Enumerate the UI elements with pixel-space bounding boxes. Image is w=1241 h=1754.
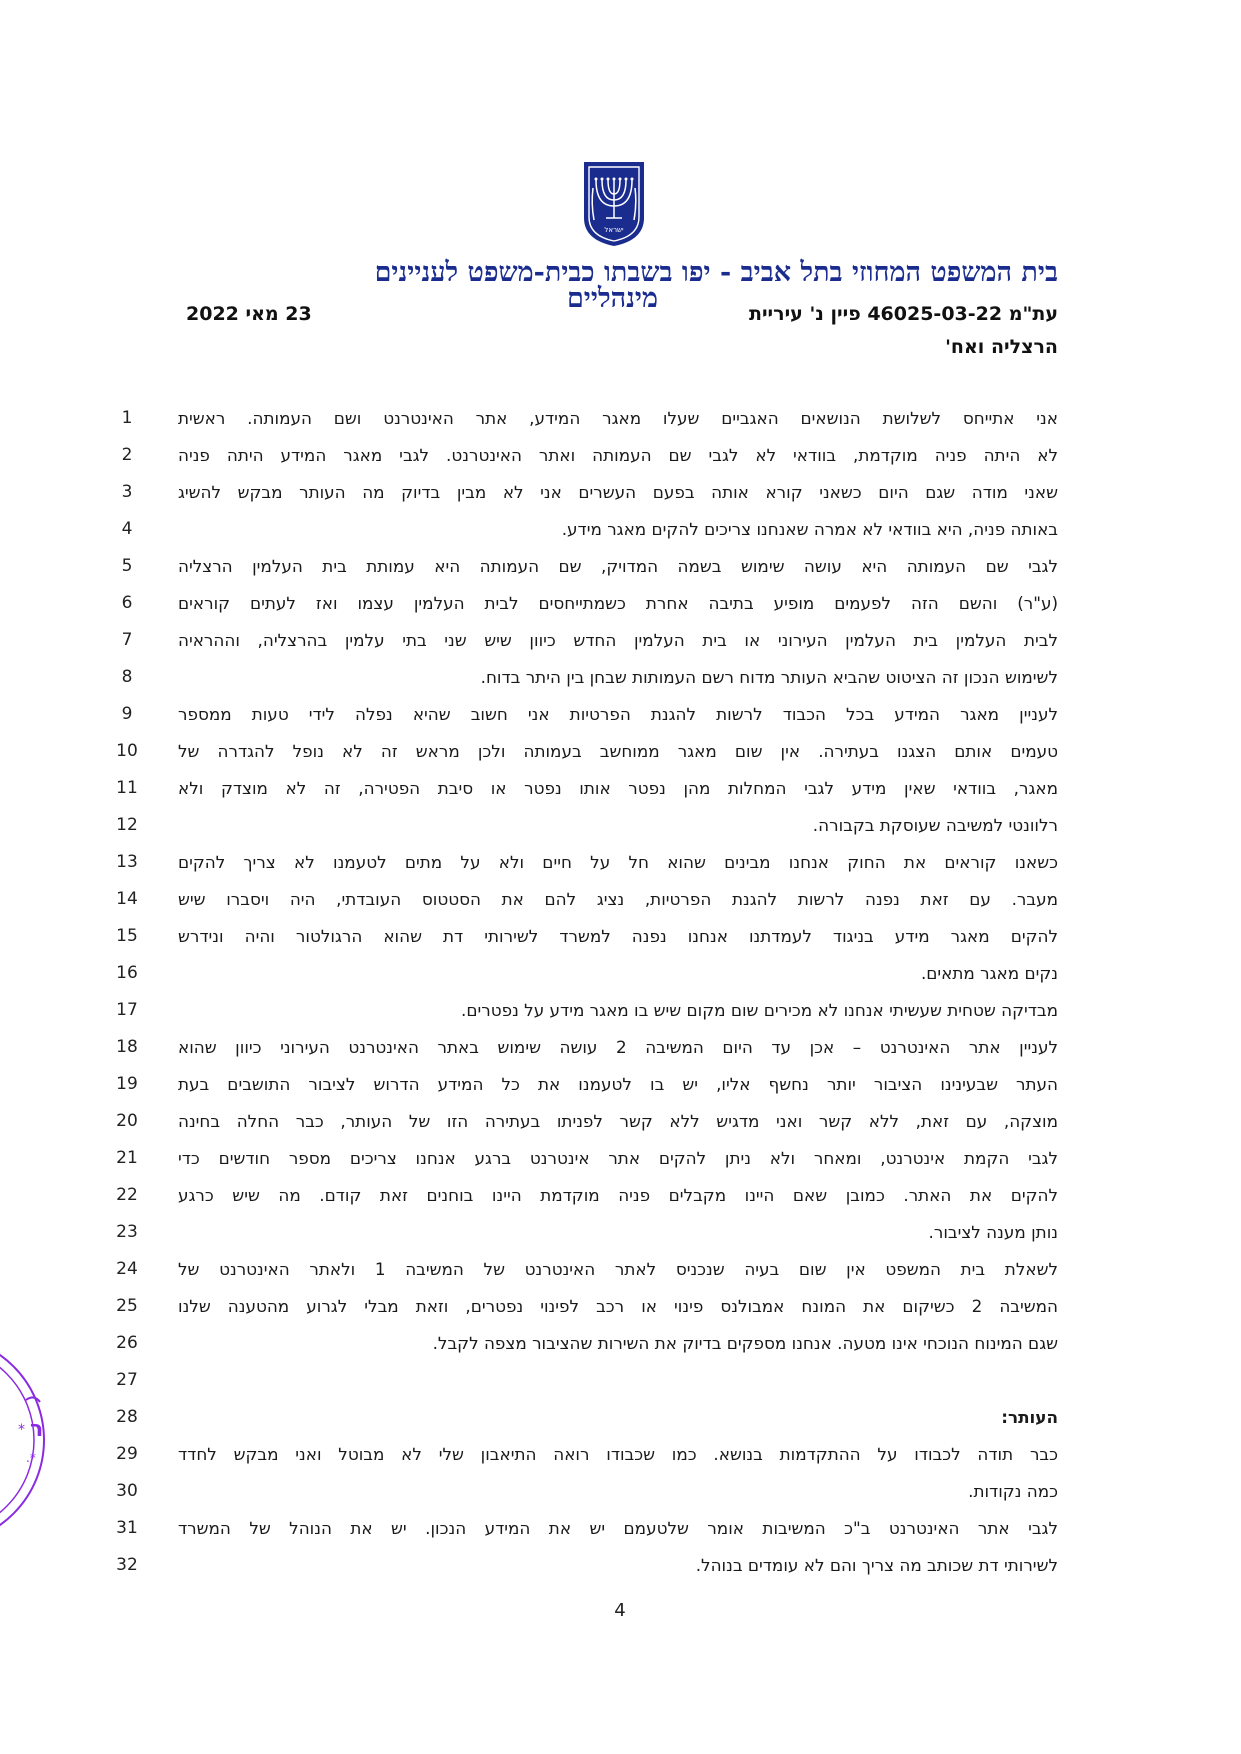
transcript-line: להקים מאגר מידע בניגוד לעמדתנו אנחנו נפנה למשרד לשירותי דת שהוא הרגולטור והיה ונידרש bbox=[178, 926, 1058, 946]
line-number: 31 bbox=[116, 1518, 138, 1538]
line-number: 23 bbox=[116, 1222, 138, 1242]
transcript-line bbox=[178, 1362, 1058, 1399]
court-stamp bbox=[0, 1330, 50, 1550]
transcript-line: באותה פניה, היא בוודאי לא אמרה שאנחנו צריכים להקים מאגר מידע. bbox=[561, 519, 1058, 539]
line-number: 9 bbox=[121, 704, 133, 724]
transcript-line: לגבי אתר האינטרנט ב"כ המשיבות אומר שלטעמם יש את המידע הנכון. יש את הנוהל של המשרד bbox=[178, 1518, 1058, 1538]
transcript-line: נותן מענה לציבור. bbox=[928, 1222, 1058, 1242]
transcript-line: כמה נקודות. bbox=[968, 1481, 1058, 1501]
transcript-line: לעניין מאגר המידע בכל הכבוד לרשות להגנת הפרטיות אני חשוב שהיא נפלה לידי טעות ממספר bbox=[178, 704, 1058, 724]
transcript-line: שאני מודה שגם היום כשאני קורא אותה בפעם העשרים אני לא מבין בדיוק מה העותר מבקש להשיג bbox=[178, 482, 1058, 502]
transcript-line: נקים מאגר מתאים. bbox=[920, 963, 1058, 983]
transcript-line: לגבי שם העמותה היא עושה שימוש בשמה המדויק, שם העמותה היא עמותת בית העלמין הרצליה bbox=[178, 556, 1058, 576]
transcript-line: המשיבה 2 כשיקום את המונח אמבולנס פינוי או רכב לפינוי נפטרים, וזאת מבלי לגרוע מהטענה שלנו bbox=[178, 1296, 1058, 1316]
line-number: 10 bbox=[116, 741, 138, 761]
transcript-line: העתר שבעינינו הציבור יותר נחשף אליו, יש בו לטעמנו את כל המידע הדרוש לציבור התושבים בעת bbox=[178, 1074, 1058, 1094]
line-number: 1 bbox=[121, 408, 133, 428]
line-number: 13 bbox=[116, 852, 138, 872]
speaker-label: העותר: bbox=[1001, 1407, 1058, 1427]
stamp-glyph: ר bbox=[30, 1417, 44, 1442]
transcript-line: רלוונטי למשיבה שעוסקת בקבורה. bbox=[812, 815, 1058, 835]
line-number: 5 bbox=[121, 556, 133, 576]
line-number: 29 bbox=[116, 1444, 138, 1464]
transcript-line: לעניין אתר האינטרנט – אכן עד היום המשיבה 2 עושה שימוש באתר האינטרנט העירוני כיוון שהוא bbox=[178, 1037, 1058, 1057]
hearing-date: 23 מאי 2022 bbox=[186, 303, 312, 325]
case-line-2: הרצליה ואח' bbox=[945, 336, 1058, 358]
line-number: 26 bbox=[116, 1333, 138, 1353]
transcript-line: שגם המינוח הנוכחי אינו מטעה. אנחנו מספקים בדיוק את השירות שהציבור מצפה לקבל. bbox=[432, 1333, 1058, 1353]
line-number: 25 bbox=[116, 1296, 138, 1316]
line-number: 8 bbox=[121, 667, 133, 687]
line-number: 17 bbox=[116, 1000, 138, 1020]
case-number bbox=[698, 298, 1058, 364]
line-number: 27 bbox=[116, 1370, 138, 1390]
court-name-continuation-text: מינהליים bbox=[566, 283, 658, 314]
line-number: 12 bbox=[116, 815, 138, 835]
line-number: 14 bbox=[116, 889, 138, 909]
transcript-line: מוצקה, עם זאת, ללא קשר ואני מדגיש ללא קשר לפניתו בעתירה הזו של העותר, כבר החלה בחינה bbox=[178, 1111, 1058, 1131]
transcript-line: כשאנו קוראים את החוק אנחנו מבינים שהוא חל על חיים ולא על מתים לטעמנו לא צריך להקים bbox=[178, 852, 1058, 872]
transcript-line: (ע"ר) והשם הזה לפעמים מופיע בתיבה אחרת כשמתייחסים לבית העלמין עצמו ואז לעתים קוראים bbox=[178, 593, 1058, 613]
court-name: בית המשפט המחוזי בתל אביב - יפו בשבתו כבית-משפט לעניינים bbox=[374, 257, 1058, 288]
line-number: 3 bbox=[121, 482, 133, 502]
transcript-body bbox=[178, 400, 1058, 1584]
transcript-line: כבר תודה לכבודו על ההתקדמות בנושא. כמו שכבודו רואה התיאבון שלי לא מבוטל ואני מבקש לחדד bbox=[178, 1444, 1058, 1464]
transcript-line: טעמים אותם הצגנו בעתירה. אין שום מאגר ממוחשב בעמותה ולכן מראש זה לא נופל להגדרה של bbox=[178, 741, 1058, 761]
line-number: 24 bbox=[116, 1259, 138, 1279]
line-number: 4 bbox=[121, 519, 133, 539]
line-number: 16 bbox=[116, 963, 138, 983]
line-number: 28 bbox=[116, 1407, 138, 1427]
emblem-caption: ישראל bbox=[604, 226, 624, 234]
line-number: 32 bbox=[116, 1555, 138, 1575]
transcript-line: להקים את האתר. כמובן שאם היינו מקבלים פניה מוקדמת היינו בוחנים זאת קודם. מה שיש כרגע bbox=[178, 1185, 1058, 1205]
transcript-line: מאגר, בוודאי שאין מידע לגבי המחלות מהן נפטר אותו נפטר או סיבת הפטירה, זה לא מוצדק ולא bbox=[178, 778, 1058, 798]
transcript-line: לשאלת בית המשפט אין שום בעיה שנכניס לאתר האינטרנט של המשיבה 1 ולאתר האינטרנט של bbox=[178, 1259, 1058, 1279]
line-number: 21 bbox=[116, 1148, 138, 1168]
page-number: 4 bbox=[614, 1600, 626, 1621]
transcript-line: לבית העלמין בית העלמין העירוני או בית העלמין החדש כיוון שיש שני בתי עלמין בהרצליה, וההראיה bbox=[178, 630, 1058, 650]
transcript-line: לא היתה פניה מוקדמת, בוודאי לא לגבי שם העמותה ואתר האינטרנט. לגבי מאגר המידע היתה פניה bbox=[178, 445, 1058, 465]
transcript-line: לשימוש הנכון זה הציטוט שהביא העותר מדוח רשם העמותות שבחן בין היתר בדוח. bbox=[480, 667, 1058, 687]
line-number: 30 bbox=[116, 1481, 138, 1501]
line-number: 15 bbox=[116, 926, 138, 946]
line-number: 20 bbox=[116, 1111, 138, 1131]
case-line-1: עת"מ 46025-03-22 פיין נ' עיריית bbox=[748, 303, 1058, 325]
line-number: 6 bbox=[121, 593, 133, 613]
svg-text:.*: .* bbox=[26, 1451, 36, 1465]
transcript-line: לשירותי דת שכותב מה צריך והם לא עומדים בנוהל. bbox=[695, 1555, 1058, 1575]
state-emblem bbox=[580, 160, 648, 248]
line-numbers bbox=[112, 400, 142, 1584]
transcript-line: מעבר. עם זאת נפנה לרשות להגנת הפרטיות, נציג להם את הסטטוס העובדתי, היה ויסברו שיש bbox=[178, 889, 1058, 909]
line-number: 22 bbox=[116, 1185, 138, 1205]
line-number: 2 bbox=[121, 445, 133, 465]
svg-text:*: * bbox=[18, 1422, 25, 1438]
line-number: 19 bbox=[116, 1074, 138, 1094]
transcript-line: לגבי הקמת אינטרנט, ומאחר ולא ניתן להקים אתר אינטרנט ברגע אנחנו צריכים מספר חודשים כדי bbox=[178, 1148, 1058, 1168]
line-number: 18 bbox=[116, 1037, 138, 1057]
transcript-line: מבדיקה שטחית שעשיתי אנחנו לא מכירים שום מקום שיש בו מאגר מידע על נפטרים. bbox=[461, 1000, 1058, 1020]
line-number: 7 bbox=[121, 630, 133, 650]
line-number: 11 bbox=[116, 778, 138, 798]
transcript-line: אני אתייחס לשלושת הנושאים האגביים שעלו מאגר המידע, אתר האינטרנט ושם העמותה. ראשית bbox=[178, 408, 1058, 428]
